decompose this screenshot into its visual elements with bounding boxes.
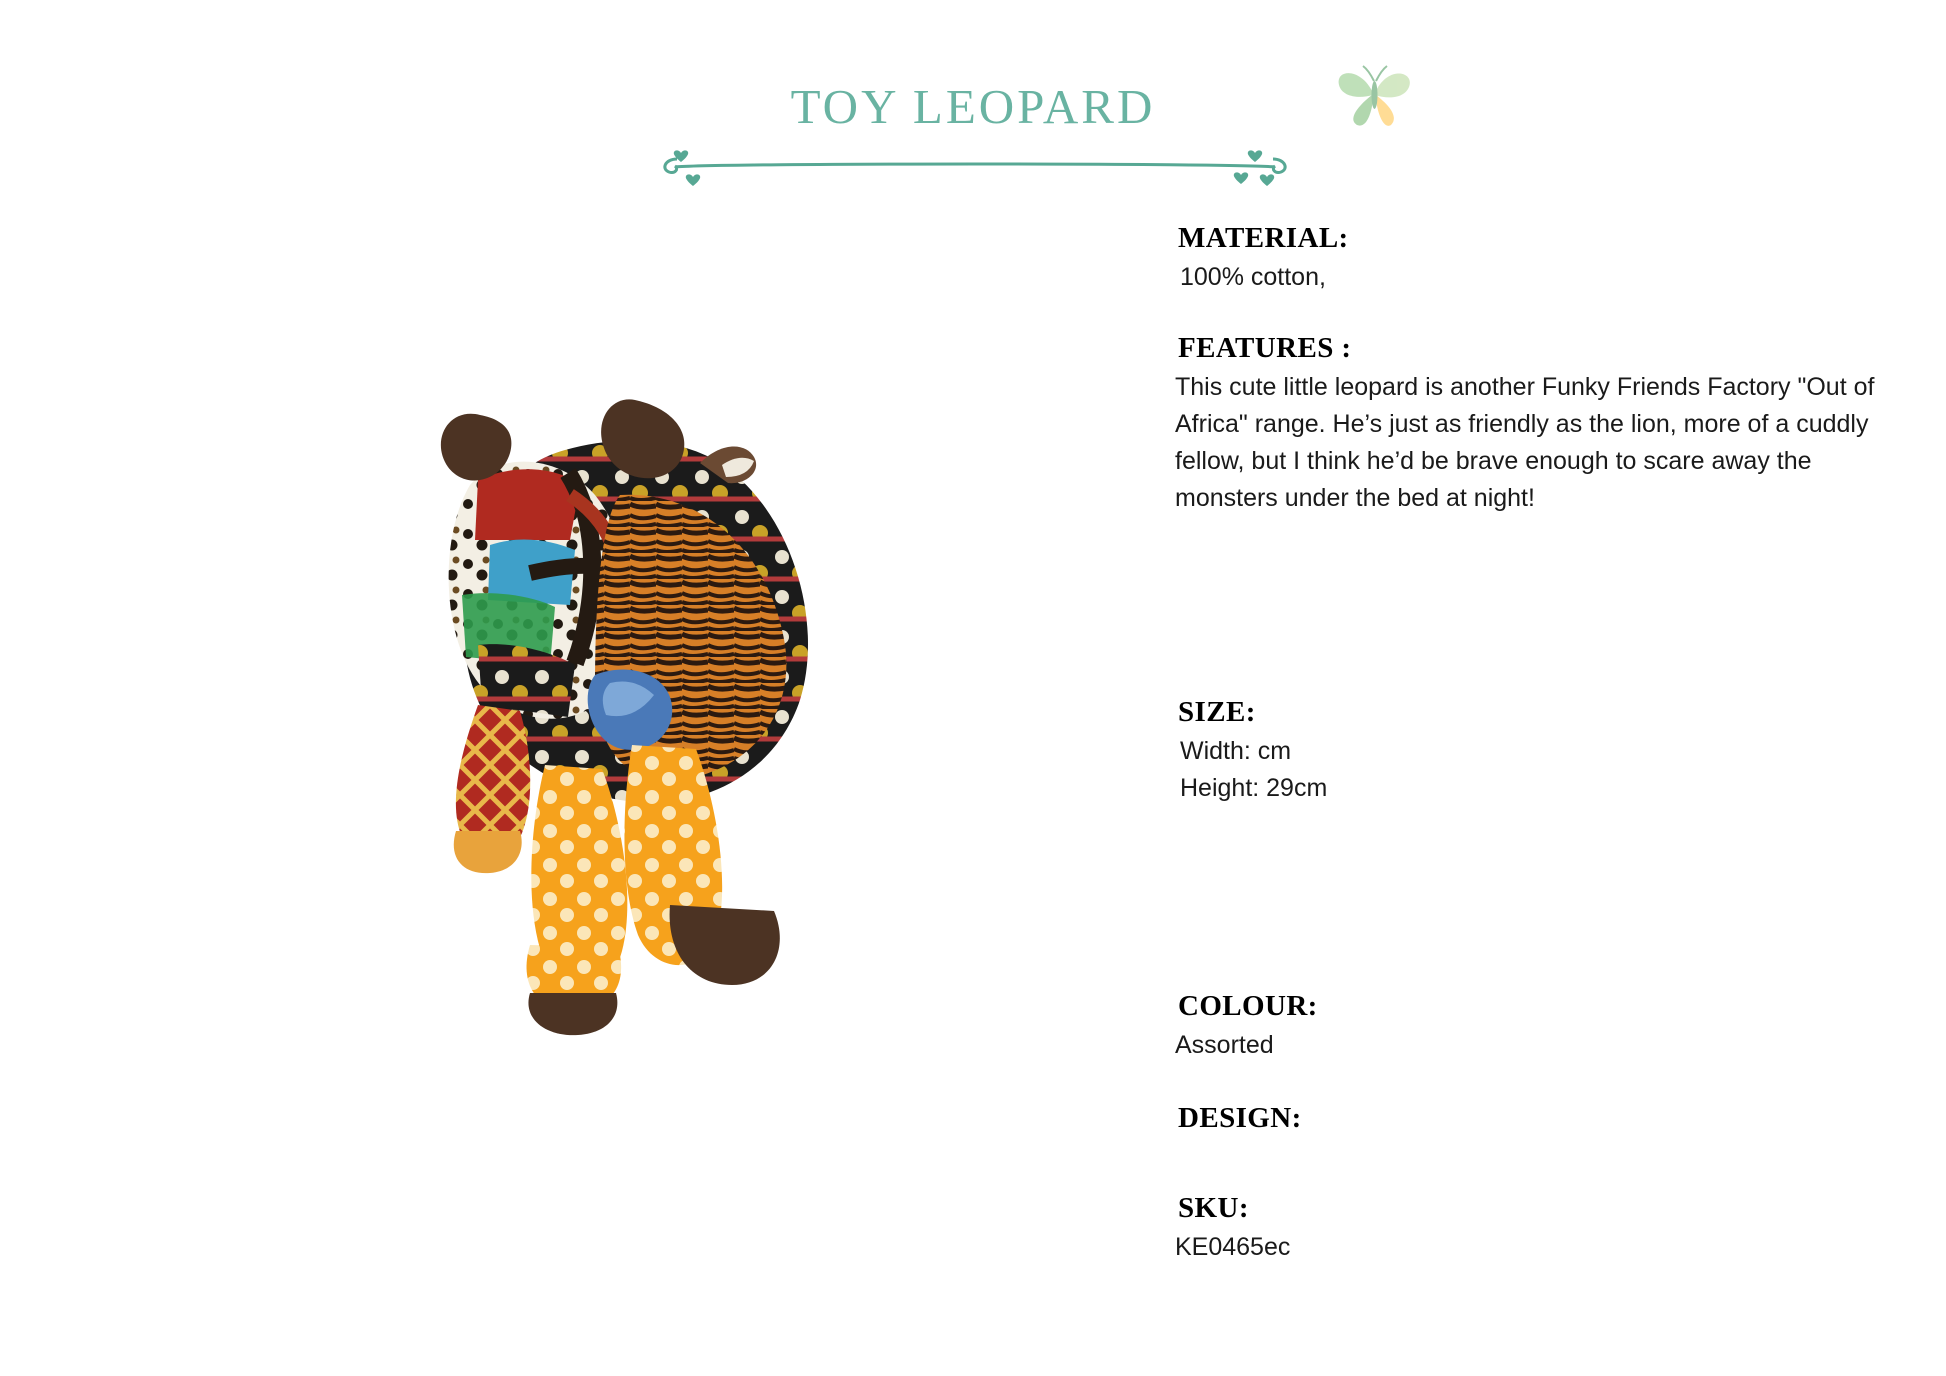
- sku-label: SKU:: [1178, 1192, 1249, 1224]
- spec-material: [1175, 222, 1915, 296]
- spec-sku: [1175, 1192, 1915, 1266]
- size-height-value: Height: 29cm: [1180, 774, 1328, 802]
- colour-value: Assorted: [1175, 1031, 1274, 1059]
- design-label: DESIGN:: [1178, 1102, 1302, 1134]
- sku-value: KE0465ec: [1175, 1233, 1291, 1261]
- material-value: 100% cotton,: [1180, 263, 1326, 291]
- heart-scroll-divider-icon: [655, 145, 1295, 191]
- features-label: FEATURES :: [1178, 332, 1352, 364]
- product-image: [370, 345, 940, 1105]
- size-label: SIZE:: [1178, 696, 1256, 728]
- spec-design: [1175, 1102, 1915, 1139]
- spec-colour: [1175, 990, 1915, 1064]
- page-title: TOY LEOPARD: [790, 79, 1156, 134]
- spec-features: [1175, 332, 1915, 517]
- size-width-value: Width: cm: [1180, 737, 1292, 765]
- butterfly-icon: [1325, 55, 1425, 130]
- material-label: MATERIAL:: [1178, 222, 1349, 254]
- colour-label: COLOUR:: [1178, 990, 1318, 1022]
- features-value: This cute little leopard is another Funky Friends Factory "Out of Africa" range. He’s just as friendly as the lion, more of a cuddly fellow, but I think he’d be brave enough to scare away the monsters under the bed at night!: [1175, 373, 1875, 512]
- spec-size: [1175, 696, 1915, 807]
